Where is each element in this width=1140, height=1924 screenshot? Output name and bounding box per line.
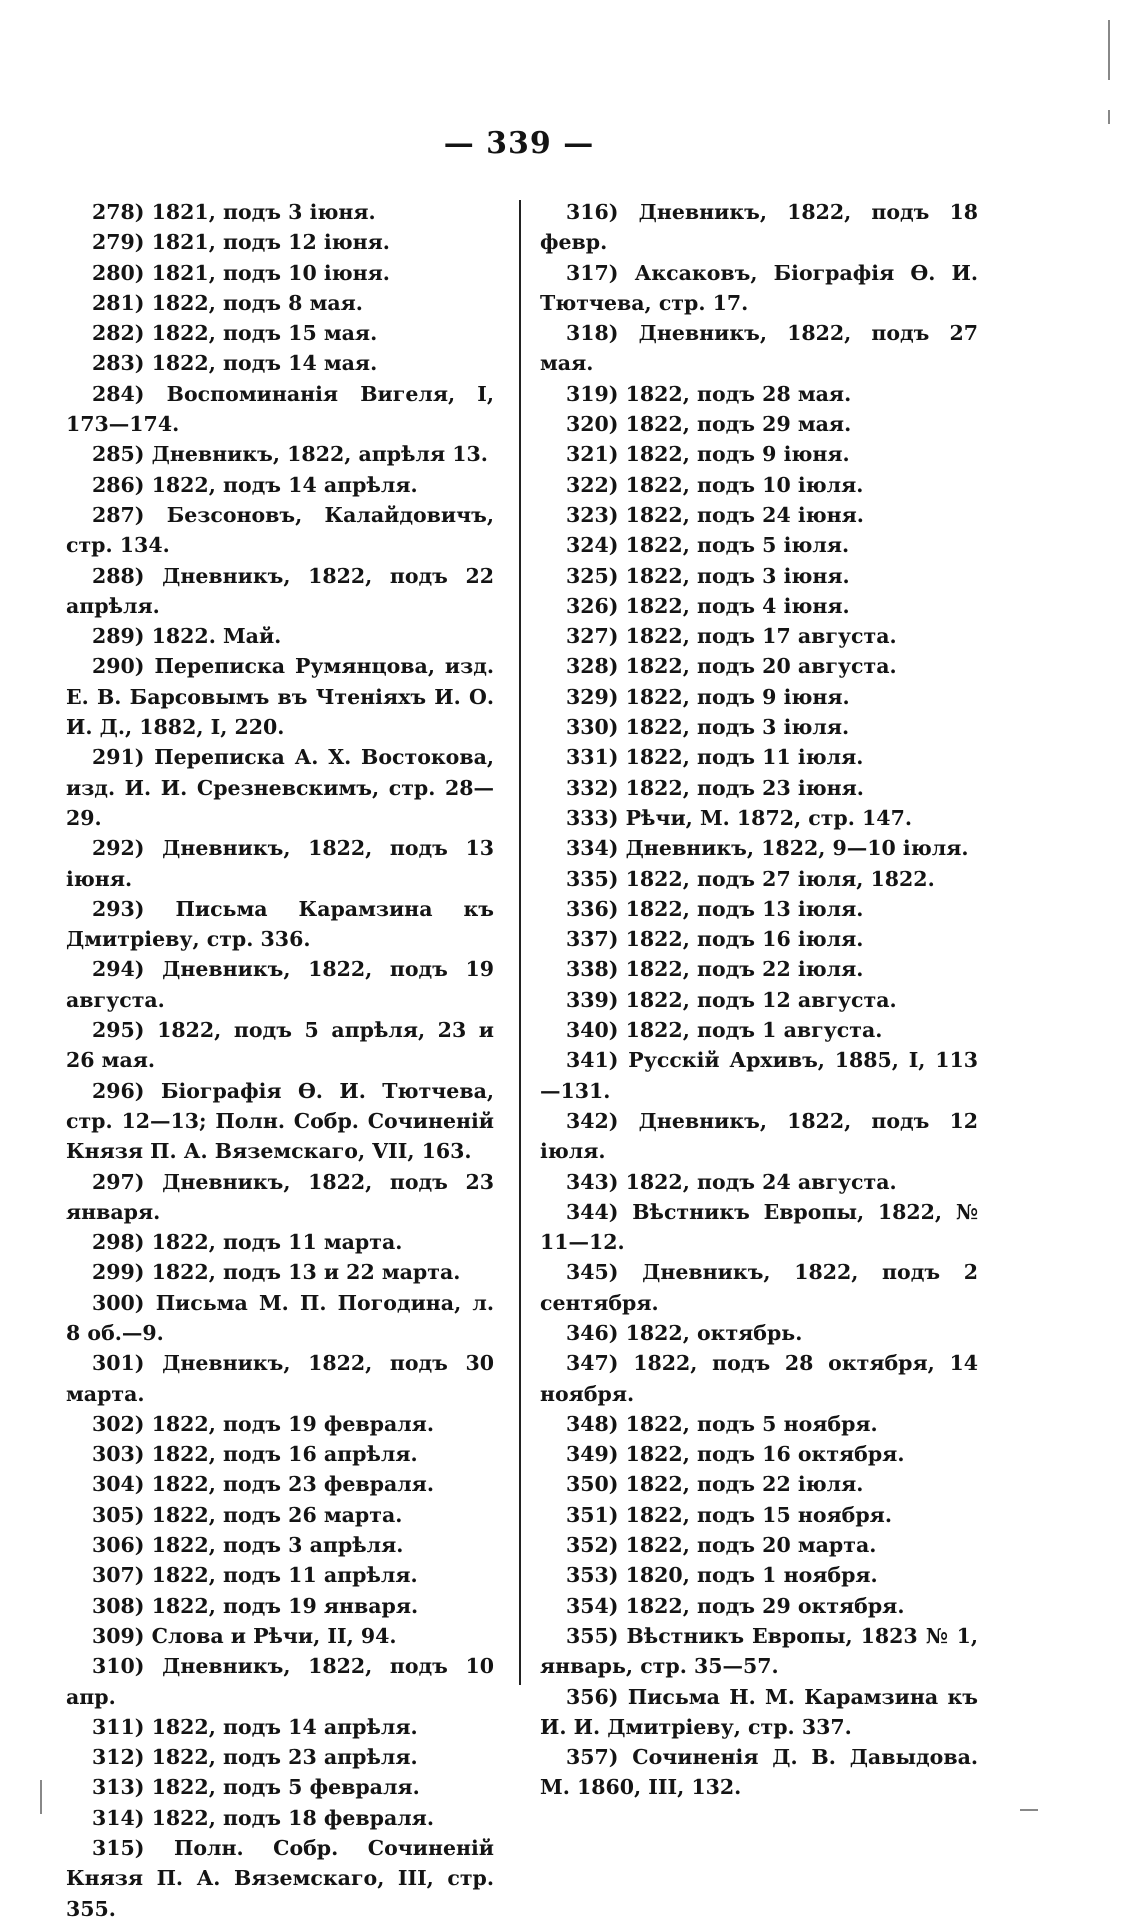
- footnote-number: 292): [92, 836, 145, 861]
- footnote: [540, 1409, 978, 1439]
- footnote-text: 1822, подъ 22 іюля.: [625, 1472, 864, 1497]
- footnote-text: 1822, подъ 28 мая.: [625, 381, 852, 406]
- footnote-number: 325): [566, 563, 619, 588]
- footnote: [66, 894, 494, 955]
- footnote-text: 1822, подъ 18 февраля.: [151, 1805, 434, 1830]
- footnote-number: 317): [566, 260, 619, 285]
- footnote: [540, 1348, 978, 1409]
- footnote-number: 341): [566, 1048, 619, 1073]
- footnote: [66, 197, 494, 227]
- footnote-text: Дневникъ, 1822, подъ 2 сентября.: [540, 1260, 978, 1315]
- footnote: [540, 1469, 978, 1499]
- footnote: [540, 1106, 978, 1167]
- footnote: [66, 1772, 494, 1802]
- footnote-text: Аксаковъ, Біографія Ѳ. И. Тютчева, стр. 17.: [540, 260, 979, 315]
- footnote-text: 1822, подъ 23 февраля.: [151, 1472, 434, 1497]
- footnote-number: 290): [92, 654, 145, 679]
- footnote: [66, 1227, 494, 1257]
- footnote-text: 1822, подъ 24 іюня.: [625, 502, 864, 527]
- footnote-number: 286): [92, 472, 145, 497]
- footnote: [66, 1348, 494, 1409]
- footnote-number: 310): [92, 1654, 145, 1679]
- scan-edge-mark: [1108, 110, 1110, 124]
- footnote-text: 1822, подъ 20 марта.: [625, 1533, 877, 1558]
- footnote: [66, 833, 494, 894]
- footnote-text: Дневникъ, 1822, апрѣля 13.: [151, 442, 488, 467]
- footnote: [66, 1742, 494, 1772]
- footnote-text: Біографія Ѳ. И. Тютчева, стр. 12—13; Полн. Собр. Сочиненій Князя П. А. Вяземскаго, VII, 163.: [66, 1078, 494, 1164]
- footnote-text: Дневникъ, 1822, подъ 30 марта.: [66, 1351, 495, 1406]
- footnote-number: 330): [566, 715, 619, 740]
- footnote: [66, 1530, 494, 1560]
- footnote-number: 301): [92, 1351, 145, 1376]
- footnote: [540, 1015, 978, 1045]
- footnote-number: 324): [566, 533, 619, 558]
- footnote-text: 1822, подъ 11 марта.: [151, 1230, 403, 1255]
- footnote: [540, 409, 978, 439]
- footnote: [66, 621, 494, 651]
- footnote-text: 1822, подъ 10 іюля.: [625, 472, 864, 497]
- footnote-number: 343): [566, 1169, 619, 1194]
- footnote: [540, 1742, 978, 1803]
- footnote-text: 1822, подъ 8 мая.: [151, 290, 363, 315]
- footnote-text: 1821, подъ 10 іюня.: [151, 260, 390, 285]
- footnote-number: 335): [566, 866, 619, 891]
- footnote-number: 304): [92, 1472, 145, 1497]
- footnote-number: 297): [92, 1169, 145, 1194]
- footnote-number: 291): [92, 745, 145, 770]
- footnote-number: 354): [566, 1593, 619, 1618]
- footnote-text: 1822, подъ 16 апрѣля.: [151, 1442, 418, 1467]
- footnote-text: 1822, подъ 14 апрѣля.: [151, 1714, 418, 1739]
- footnote-text: 1822, подъ 27 іюля, 1822.: [625, 866, 935, 891]
- footnote: [540, 924, 978, 954]
- footnote-text: 1822, подъ 14 мая.: [151, 351, 378, 376]
- footnote: [540, 773, 978, 803]
- footnote-number: 356): [566, 1684, 619, 1709]
- footnote-number: 278): [92, 200, 145, 224]
- footnote-number: 306): [92, 1533, 145, 1558]
- footnote-text: 1821, подъ 3 іюня.: [151, 200, 376, 224]
- footnote-number: 302): [92, 1411, 145, 1436]
- footnote-text: Вѣстникъ Европы, 1822, № 11—12.: [540, 1199, 978, 1255]
- footnote: [66, 258, 494, 288]
- footnote-number: 299): [92, 1260, 145, 1285]
- footnote: [66, 1500, 494, 1530]
- footnote-number: 315): [92, 1836, 145, 1861]
- footnote: [66, 500, 494, 561]
- footnote: [540, 894, 978, 924]
- footnote: [66, 439, 494, 469]
- footnote: [66, 348, 494, 378]
- footnote: [540, 864, 978, 894]
- footnote: [540, 985, 978, 1015]
- footnote: [540, 682, 978, 712]
- footnote-number: 340): [566, 1018, 619, 1043]
- footnote-text: Полн. Собр. Сочиненій Князя П. А. Вяземскаго, III, стр. 355.: [66, 1836, 494, 1921]
- left-column: [66, 197, 494, 1924]
- footnote-number: 339): [566, 987, 619, 1012]
- footnote-number: 280): [92, 260, 145, 285]
- footnote: [66, 318, 494, 348]
- footnote-text: 1822, подъ 17 августа.: [625, 624, 897, 649]
- footnote: [540, 470, 978, 500]
- footnote-number: 326): [566, 593, 619, 618]
- page-number: — 339 —: [443, 126, 595, 161]
- footnote-text: 1822, подъ 4 іюня.: [625, 593, 850, 618]
- footnote-number: 283): [92, 351, 145, 376]
- footnote-text: 1822, подъ 5 апрѣля, 23 и 26 мая.: [66, 1018, 494, 1073]
- footnote: [66, 470, 494, 500]
- footnote-number: 329): [566, 684, 619, 709]
- footnote-number: 281): [92, 290, 145, 315]
- footnote: [66, 561, 494, 622]
- footnote: [540, 258, 978, 319]
- scan-edge-mark: [1020, 1809, 1038, 1811]
- footnote-number: 350): [566, 1472, 619, 1497]
- footnote-text: 1822, подъ 5 іюля.: [625, 533, 850, 558]
- footnote: [540, 500, 978, 530]
- footnote: [540, 1560, 978, 1590]
- footnote-text: 1822, подъ 23 апрѣля.: [151, 1745, 418, 1770]
- footnote-number: 311): [92, 1714, 145, 1739]
- footnote: [540, 1257, 978, 1318]
- footnote-number: 295): [92, 1018, 145, 1043]
- footnote-text: 1822, подъ 19 января.: [151, 1593, 419, 1618]
- footnote: [66, 1560, 494, 1590]
- footnote-text: 1822, подъ 5 февраля.: [151, 1775, 420, 1800]
- footnote-text: 1822, подъ 28 октября, 14 ноября.: [540, 1351, 978, 1406]
- footnote-number: 303): [92, 1442, 145, 1467]
- footnote: [540, 1197, 978, 1258]
- footnote-number: 320): [566, 412, 619, 437]
- footnote-number: 328): [566, 654, 619, 679]
- footnote-text: Дневникъ, 1822, подъ 22 апрѣля.: [66, 563, 495, 618]
- scan-edge-mark: [40, 1780, 42, 1814]
- footnote-text: Письма Н. М. Карамзина къ И. И. Дмитріеву, стр. 337.: [540, 1684, 978, 1739]
- footnote-number: 312): [92, 1745, 145, 1770]
- footnote-number: 287): [92, 502, 145, 527]
- column-divider: [519, 200, 521, 1685]
- footnote: [540, 954, 978, 984]
- footnote-number: 314): [92, 1805, 145, 1830]
- footnote: [66, 1712, 494, 1742]
- footnote: [66, 1015, 494, 1076]
- footnote-number: 334): [566, 836, 619, 861]
- footnote: [540, 530, 978, 560]
- footnote: [66, 1167, 494, 1228]
- footnote-number: 352): [566, 1533, 619, 1558]
- footnote-number: 342): [566, 1108, 619, 1133]
- footnote-text: Дневникъ, 1822, подъ 23 января.: [66, 1169, 495, 1224]
- footnote-text: 1822, подъ 16 октября.: [625, 1442, 905, 1467]
- footnote: [66, 1076, 494, 1167]
- footnote-number: 331): [566, 745, 619, 770]
- footnote-number: 357): [566, 1745, 619, 1770]
- footnote-number: 319): [566, 381, 619, 406]
- footnote: [66, 1439, 494, 1469]
- footnote-text: 1822, подъ 13 іюля.: [625, 896, 864, 921]
- footnote-text: Дневникъ, 1822, подъ 10 апр.: [66, 1654, 495, 1709]
- footnote-text: Дневникъ, 1822, 9—10 іюля.: [625, 836, 969, 861]
- footnote-text: 1822, подъ 3 апрѣля.: [151, 1533, 404, 1558]
- footnote-text: 1822. Май.: [151, 624, 282, 649]
- footnote-number: 296): [92, 1078, 145, 1103]
- footnote-number: 323): [566, 502, 619, 527]
- footnote-text: 1822, подъ 5 ноября.: [625, 1411, 878, 1436]
- footnote-text: 1822, подъ 9 іюня.: [625, 684, 850, 709]
- footnote: [66, 1409, 494, 1439]
- footnote-text: Дневникъ, 1822, подъ 12 іюля.: [540, 1108, 979, 1164]
- footnote: [540, 561, 978, 591]
- footnote-text: 1822, подъ 3 іюня.: [625, 563, 850, 588]
- footnote-text: Дневникъ, 1822, подъ 18 февр.: [540, 200, 979, 255]
- footnote-number: 332): [566, 775, 619, 800]
- footnote-number: 309): [92, 1623, 145, 1648]
- footnote: [540, 621, 978, 651]
- footnote-text: 1822, подъ 23 іюня.: [625, 775, 864, 800]
- footnote: [66, 954, 494, 1015]
- footnote-text: Переписка Румянцова, изд. Е. В. Барсовымъ въ Чтеніяхъ И. О. И. Д., 1882, I, 220.: [66, 654, 494, 740]
- footnote-number: 345): [566, 1260, 619, 1285]
- scan-edge-mark: [1108, 20, 1110, 80]
- footnote-text: Русскій Архивъ, 1885, I, 113—131.: [540, 1048, 979, 1103]
- footnote-text: 1822, подъ 9 іюня.: [625, 442, 850, 467]
- footnote: [540, 439, 978, 469]
- right-column: [540, 197, 978, 1803]
- footnote: [66, 1288, 494, 1349]
- footnote: [66, 651, 494, 742]
- footnote-number: 300): [92, 1290, 145, 1315]
- footnote-text: 1822, подъ 29 мая.: [625, 412, 852, 437]
- footnote-text: 1822, подъ 13 и 22 марта.: [151, 1260, 461, 1285]
- footnote-text: 1822, подъ 24 августа.: [625, 1169, 897, 1194]
- footnote: [540, 651, 978, 681]
- footnote-number: 285): [92, 442, 145, 467]
- footnote: [540, 1621, 978, 1682]
- footnote-number: 351): [566, 1502, 619, 1527]
- footnote-number: 305): [92, 1502, 145, 1527]
- footnote-number: 333): [566, 805, 619, 830]
- footnote-number: 322): [566, 472, 619, 497]
- footnote-text: Дневникъ, 1822, подъ 13 іюня.: [66, 836, 495, 891]
- footnote-number: 348): [566, 1411, 619, 1436]
- footnote: [540, 803, 978, 833]
- footnote-number: 321): [566, 442, 619, 467]
- footnote-number: 349): [566, 1442, 619, 1467]
- footnote-text: 1822, подъ 16 іюля.: [625, 927, 864, 952]
- footnote-number: 282): [92, 321, 145, 346]
- footnote-number: 355): [566, 1623, 619, 1648]
- footnote-number: 307): [92, 1563, 145, 1588]
- footnote: [540, 1439, 978, 1469]
- footnote: [540, 712, 978, 742]
- footnote-text: Сочиненія Д. В. Давыдова. М. 1860, III, 132.: [540, 1745, 978, 1800]
- footnote: [66, 1803, 494, 1833]
- footnote: [540, 379, 978, 409]
- footnote: [540, 1682, 978, 1743]
- footnote-number: 293): [92, 896, 145, 921]
- footnote-number: 346): [566, 1320, 619, 1345]
- footnote-text: Рѣчи, М. 1872, стр. 147.: [625, 805, 912, 830]
- footnote-text: 1822, подъ 15 мая.: [151, 321, 378, 346]
- footnote-number: 284): [92, 381, 145, 406]
- footnote-number: 337): [566, 927, 619, 952]
- footnote-number: 288): [92, 563, 145, 588]
- footnote-text: 1822, подъ 1 августа.: [625, 1018, 883, 1043]
- footnote: [66, 379, 494, 440]
- footnote-text: Письма Карамзина къ Дмитріеву, стр. 336.: [66, 896, 494, 952]
- footnote-text: 1822, подъ 11 апрѣля.: [151, 1563, 418, 1588]
- footnote: [540, 1045, 978, 1106]
- footnote-text: Воспоминанія Вигеля, I, 173—174.: [66, 381, 494, 437]
- footnote-text: 1822, подъ 20 августа.: [625, 654, 897, 679]
- footnote: [66, 1257, 494, 1287]
- footnote-number: 316): [566, 200, 619, 224]
- footnote-text: Дневникъ, 1822, подъ 19 августа.: [66, 957, 495, 1012]
- footnote-text: 1822, подъ 26 марта.: [151, 1502, 403, 1527]
- footnote: [540, 591, 978, 621]
- footnote-text: Безсоновъ, Калайдовичъ, стр. 134.: [66, 502, 495, 558]
- footnote: [66, 1651, 494, 1712]
- footnote-number: 347): [566, 1351, 619, 1376]
- footnote-number: 344): [566, 1199, 619, 1224]
- footnote-number: 336): [566, 896, 619, 921]
- footnote-number: 279): [92, 230, 145, 255]
- footnote: [540, 833, 978, 863]
- footnote: [540, 318, 978, 379]
- footnote-text: Дневникъ, 1822, подъ 27 мая.: [540, 321, 979, 376]
- footnote: [540, 1500, 978, 1530]
- footnote-text: Письма М. П. Погодина, л. 8 об.—9.: [66, 1290, 495, 1345]
- footnote: [66, 288, 494, 318]
- footnote-number: 327): [566, 624, 619, 649]
- footnote-number: 353): [566, 1563, 619, 1588]
- footnote-text: 1822, подъ 15 ноября.: [625, 1502, 892, 1527]
- footnote: [66, 742, 494, 833]
- footnote: [540, 1530, 978, 1560]
- footnote-text: 1822, подъ 14 апрѣля.: [151, 472, 418, 497]
- footnote-text: Слова и Рѣчи, II, 94.: [151, 1623, 397, 1648]
- footnote-text: 1821, подъ 12 іюня.: [151, 230, 390, 255]
- footnote-text: 1822, подъ 3 іюля.: [625, 715, 850, 740]
- footnote: [540, 1167, 978, 1197]
- footnote: [66, 1591, 494, 1621]
- footnote: [66, 1833, 494, 1924]
- footnote-text: 1822, подъ 19 февраля.: [151, 1411, 434, 1436]
- footnote: [66, 227, 494, 257]
- footnote-text: 1822, подъ 22 іюля.: [625, 957, 864, 982]
- footnote: [540, 1591, 978, 1621]
- footnote-number: 313): [92, 1775, 145, 1800]
- footnote-text: Переписка А. Х. Востокова, изд. И. И. Срезневскимъ, стр. 28—29.: [66, 745, 495, 830]
- footnote-text: 1822, подъ 11 іюля.: [625, 745, 864, 770]
- footnote-text: 1820, подъ 1 ноября.: [625, 1563, 878, 1588]
- footnote-number: 318): [566, 321, 619, 346]
- footnote: [66, 1469, 494, 1499]
- footnote: [540, 1318, 978, 1348]
- footnote-number: 289): [92, 624, 145, 649]
- footnote-text: Вѣстникъ Европы, 1823 № 1, январь, стр. 35—57.: [540, 1623, 978, 1679]
- footnote-text: 1822, подъ 29 октября.: [625, 1593, 905, 1618]
- footnote: [66, 1621, 494, 1651]
- footnote-text: 1822, подъ 12 августа.: [625, 987, 897, 1012]
- footnote-number: 338): [566, 957, 619, 982]
- footnote-number: 308): [92, 1593, 145, 1618]
- footnote-number: 294): [92, 957, 145, 982]
- footnote: [540, 197, 978, 258]
- footnote-text: 1822, октябрь.: [625, 1320, 803, 1345]
- footnote: [540, 742, 978, 772]
- footnote-number: 298): [92, 1230, 145, 1255]
